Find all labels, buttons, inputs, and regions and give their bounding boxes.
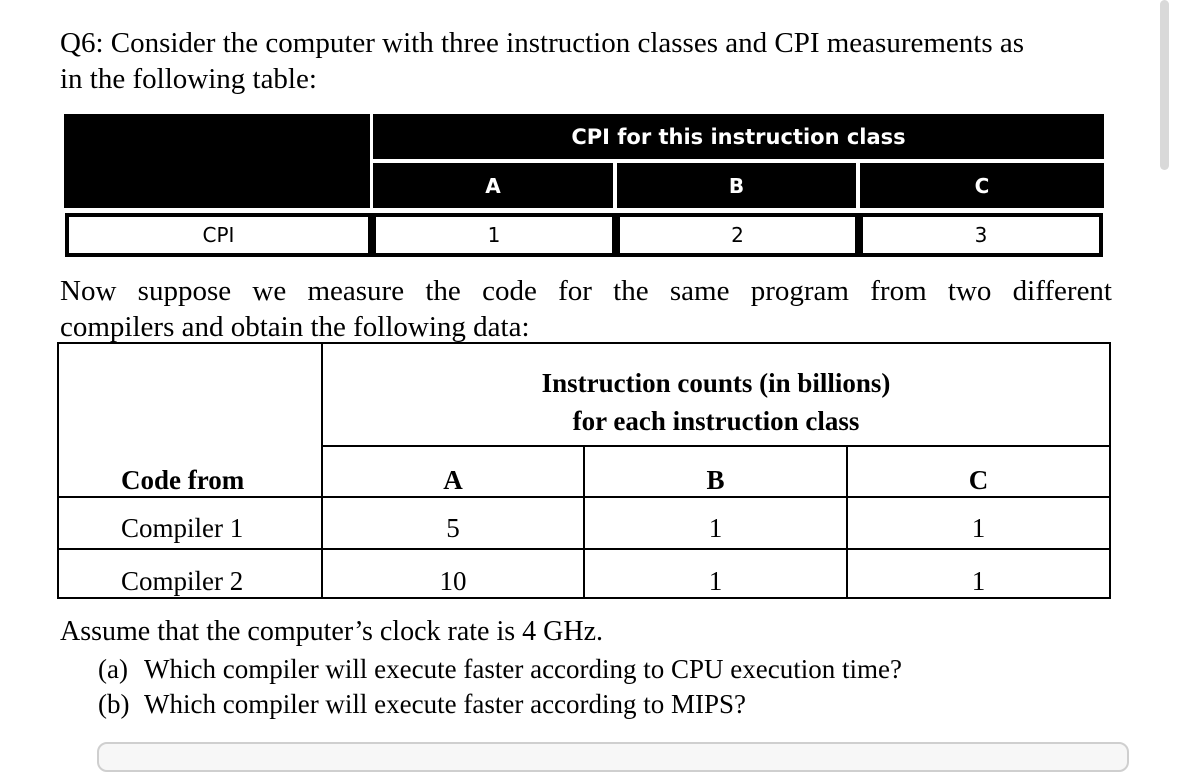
vertical-scrollbar[interactable] (1160, 0, 1169, 170)
compiler-2-count-a: 10 (439, 565, 467, 596)
cpi-table-corner (64, 114, 370, 208)
cpi-value-b: 2 (617, 214, 858, 256)
cpi-header-c: C (860, 163, 1104, 208)
compiler-2-label: Compiler 2 (121, 565, 244, 596)
grid-line (321, 445, 1109, 447)
question-line-1: Q6: Consider the computer with three instruction classes and CPI measurements as (60, 27, 1025, 59)
count-table-group-header-line-1: Instruction counts (in billions) (541, 367, 891, 398)
cpi-table-group-header: CPI for this instruction class (373, 114, 1104, 159)
question-line-2: in the following table: (60, 63, 317, 95)
count-header-a: A (443, 464, 463, 495)
cpi-table (64, 114, 1104, 257)
cpi-value-c: 3 (860, 214, 1102, 256)
sub-question-b-marker: (b) (98, 689, 130, 719)
paragraph-line-2: compilers and obtain the following data: (60, 311, 530, 343)
sub-question-b-text: Which compiler will execute faster according to MIPS? (144, 689, 747, 719)
compiler-1-count-b: 1 (708, 512, 723, 543)
sub-question-a-marker: (a) (98, 654, 128, 684)
sub-question-a-text: Which compiler will execute faster according to CPU execution time? (144, 654, 902, 684)
count-table-group-header-line-2: for each instruction class (572, 405, 860, 436)
assumption-text: Assume that the computer’s clock rate is 4 GHz. (60, 616, 604, 647)
count-header-b: B (706, 464, 725, 495)
paragraph-line-1: Now suppose we measure the code for the same program from two different (60, 275, 1112, 307)
compiler-2-count-c: 1 (971, 565, 986, 596)
compiler-1-label: Compiler 1 (121, 512, 244, 543)
compiler-1-count-c: 1 (971, 512, 986, 543)
answer-input-box[interactable] (97, 742, 1129, 772)
cpi-row-label: CPI (66, 214, 371, 256)
compiler-1-count-a: 5 (446, 512, 460, 543)
compiler-2-count-b: 1 (708, 565, 723, 596)
count-header-c: C (968, 464, 989, 495)
instruction-count-table (57, 342, 1111, 599)
cpi-header-b: B (617, 163, 856, 208)
count-table-row-header: Code from (121, 464, 245, 495)
cpi-value-a: 1 (373, 214, 615, 256)
grid-line (59, 548, 1109, 550)
cpi-header-a: A (373, 163, 613, 208)
